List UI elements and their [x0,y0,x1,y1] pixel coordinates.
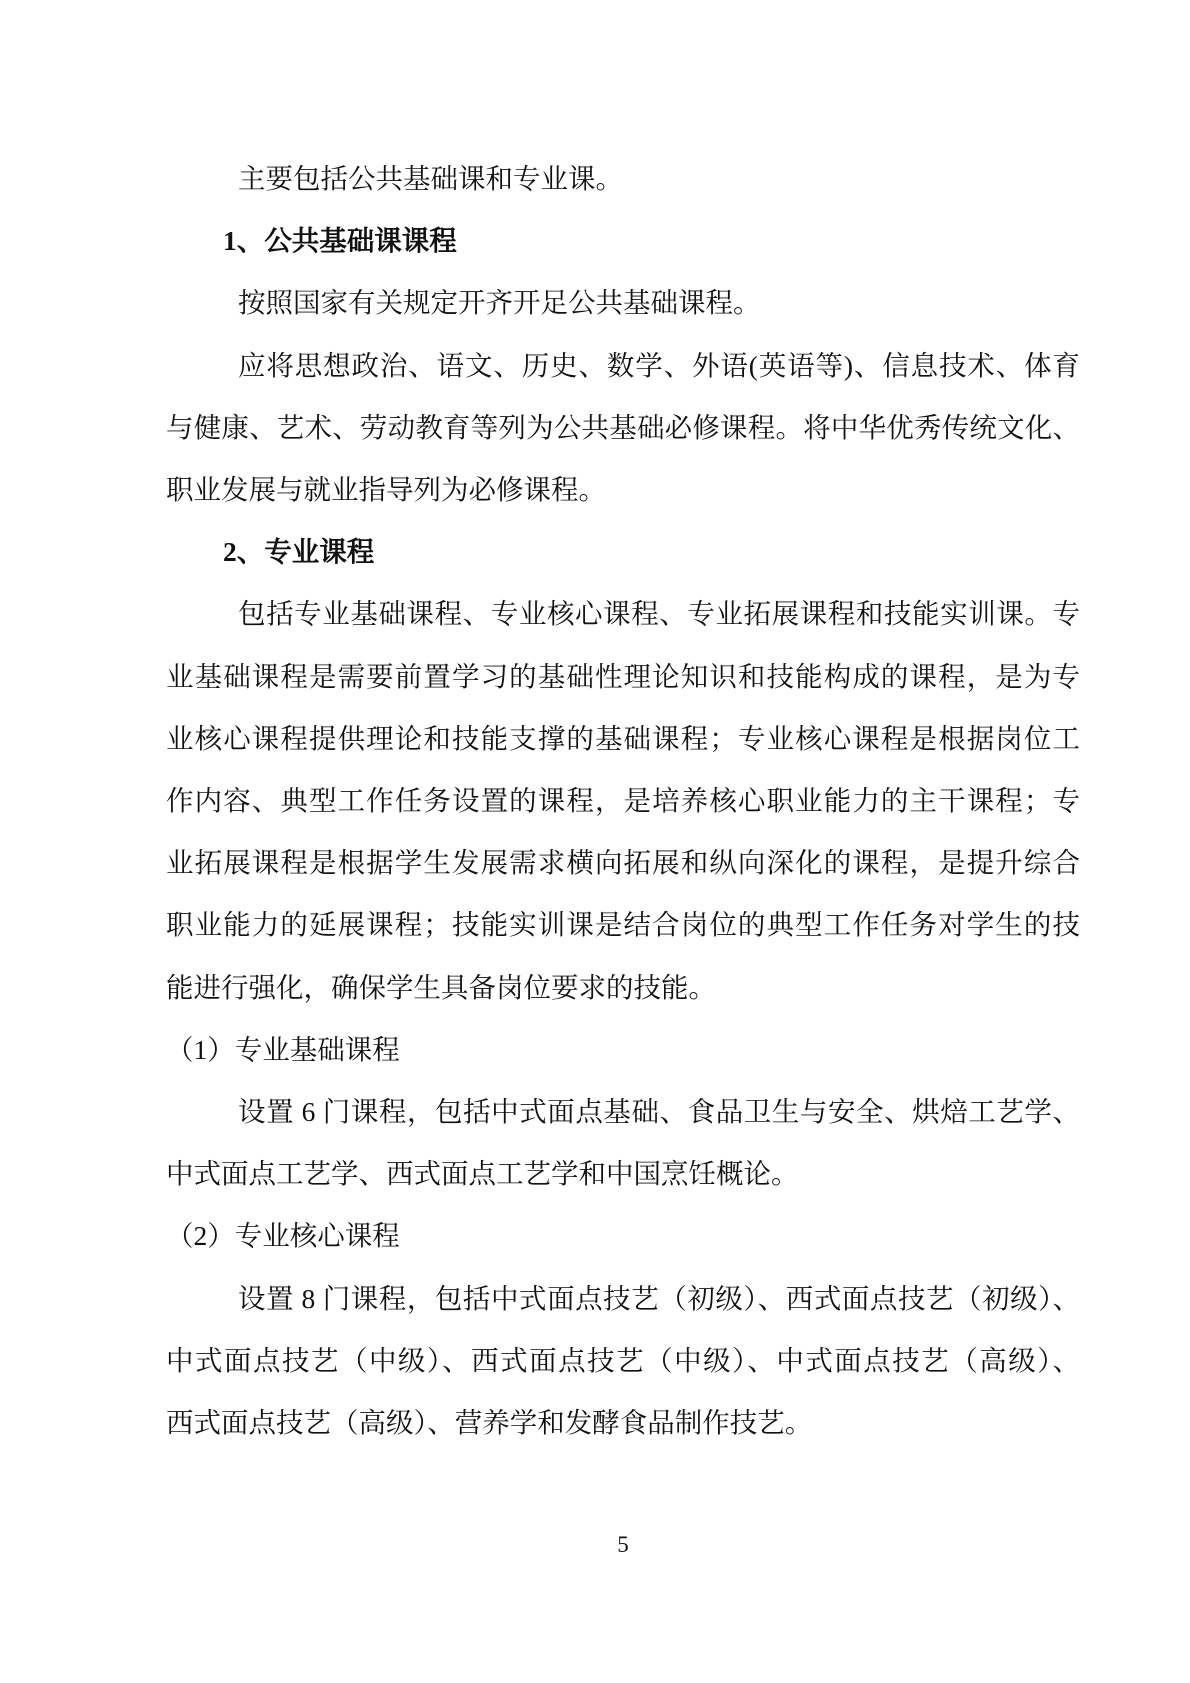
text-line: 设置 6 门课程，包括中式面点基础、食品卫生与安全、烘焙工艺学、 [238,1096,1080,1128]
page-number: 5 [617,1532,629,1557]
text-line: 中式面点技艺（中级）、西式面点技艺（中级）、中式面点技艺（高级）、 [166,1344,1080,1376]
text-body [166,148,1080,1454]
text-line: 业基础课程是需要前置学习的基础性理论知识和技能构成的课程，是为专 [166,660,1080,692]
text-line: 与健康、艺术、劳动教育等列为公共基础必修课程。将中华优秀传统文化、 [166,411,1080,443]
text-line: 中式面点工艺学、西式面点工艺学和中国烹饪概论。 [166,1158,799,1190]
text-line: 西式面点技艺（高级）、营养学和发酵食品制作技艺。 [166,1407,813,1439]
text-line: 职业能力的延展课程；技能实训课是结合岗位的典型工作任务对学生的技 [166,909,1080,941]
text-line: 能进行强化，确保学生具备岗位要求的技能。 [166,971,716,1003]
text-line: 包括专业基础课程、专业核心课程、专业拓展课程和技能实训课。专 [238,598,1080,630]
text-line: 主要包括公共基础课和专业课。 [238,163,623,194]
text-line: 按照国家有关规定开齐开足公共基础课程。 [238,287,761,319]
text-line: 应将思想政治、语文、历史、数学、外语(英语等)、信息技术、体育 [238,349,1080,381]
text-line: 业拓展课程是根据学生发展需求横向拓展和纵向深化的课程，是提升综合 [166,847,1080,879]
text-line: 职业发展与就业指导列为必修课程。 [166,474,606,506]
text-line: 设置 8 门课程，包括中式面点技艺（初级）、西式面点技艺（初级）、 [238,1282,1080,1314]
sub-heading: （1）专业基础课程 [166,1033,400,1065]
section-heading: 2、专业课程 [223,536,375,568]
text-line: 业核心课程提供理论和技能支撑的基础课程；专业核心课程是根据岗位工 [166,722,1080,754]
section-heading: 1、公共基础课课程 [223,225,457,257]
sub-heading: （2）专业核心课程 [166,1220,400,1252]
text-line: 作内容、典型工作任务设置的课程，是培养核心职业能力的主干课程；专 [166,785,1080,817]
